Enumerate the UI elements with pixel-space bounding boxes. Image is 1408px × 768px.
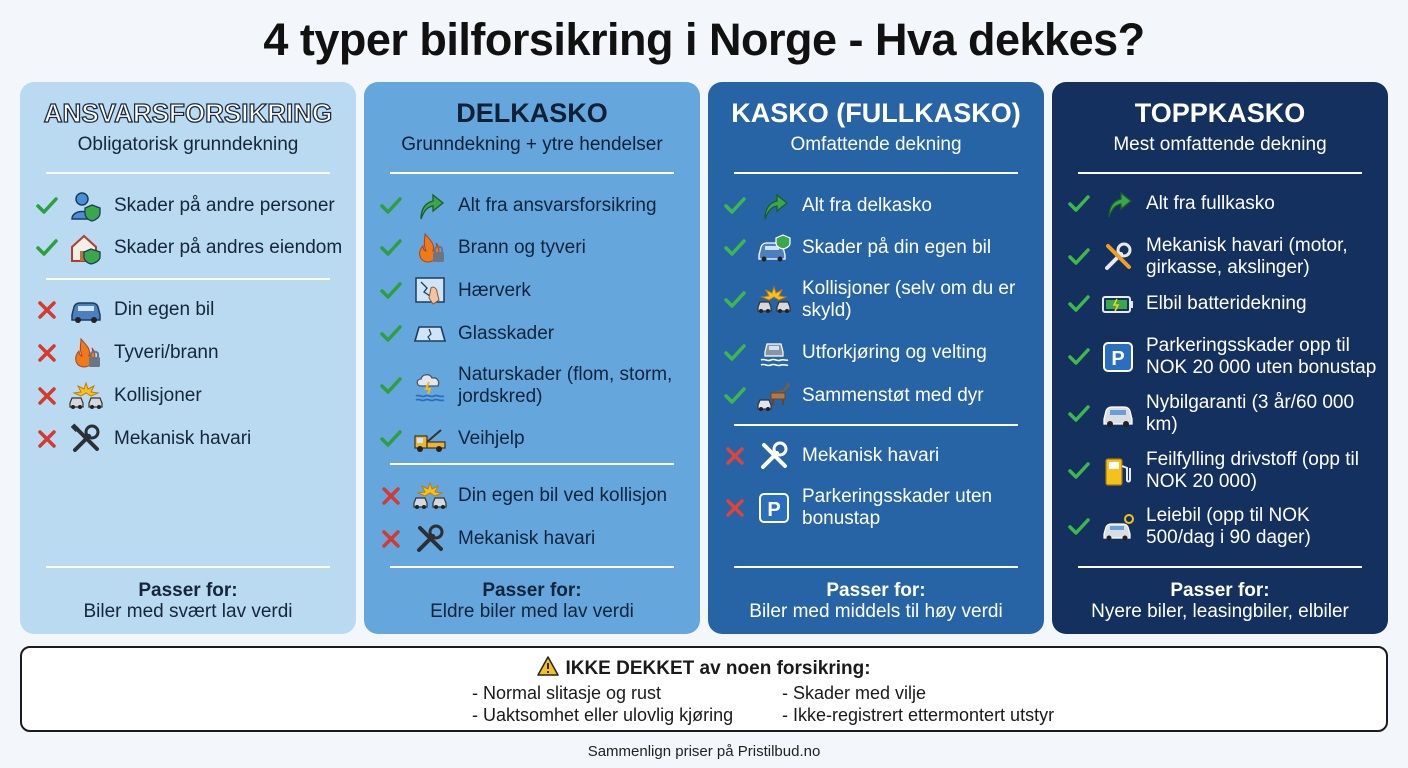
source-credit: Sammenlign priser på Pristilbud.no <box>587 743 821 760</box>
check-icon <box>34 235 60 261</box>
check-icon <box>378 278 404 304</box>
check-icon <box>378 373 404 399</box>
item-text: Tyveri/brann <box>114 342 219 363</box>
item-text: Sammenstøt med dyr <box>802 385 984 406</box>
check-icon <box>378 321 404 347</box>
suitable-text: Biler med middels til høy verdi <box>749 601 1003 622</box>
item-text: Hærverk <box>458 280 531 301</box>
not-covered-line: - Ikke-registrert ettermontert utstyr <box>782 705 1055 725</box>
svg-text:P: P <box>1111 348 1125 370</box>
item-text: Nybilgaranti (3 år/60 000 km) <box>1146 392 1355 435</box>
item-text: Veihjelp <box>458 428 525 449</box>
car-icon <box>1100 396 1136 432</box>
collision-icon <box>412 478 448 514</box>
covered-item <box>34 230 346 266</box>
item-text: Kollisjoner (selv om du er skyld) <box>802 278 1016 321</box>
item-text: Skader på din egen bil <box>802 237 992 258</box>
covered-item <box>378 188 690 224</box>
not-covered-item <box>34 335 346 371</box>
check-icon <box>1066 191 1092 217</box>
battery-icon <box>1100 286 1136 322</box>
not-covered-list-right <box>782 682 1054 726</box>
fire-lock-icon <box>68 335 104 371</box>
item-text: Kollisjoner <box>114 385 202 406</box>
item-text: Skader på andres eiendom <box>114 237 343 258</box>
animal-collision-icon <box>756 378 792 414</box>
suitable-label: Passer for: <box>826 580 926 601</box>
suitable-text: Nyere biler, leasingbiler, elbiler <box>1091 601 1349 622</box>
divider <box>46 278 330 280</box>
item-text: Brann og tyveri <box>458 237 586 258</box>
item-text: Mekanisk havari (motor, girkasse, akslinger) <box>1146 235 1348 278</box>
arrow-up-icon <box>1100 186 1136 222</box>
covered-item <box>722 335 1034 371</box>
covered-item <box>378 230 690 266</box>
divider <box>390 463 674 465</box>
divider <box>46 172 330 174</box>
panel-ansvarsforsikring <box>20 82 356 634</box>
panel-subheading: Obligatorisk grunndekning <box>77 134 299 155</box>
suitable-label: Passer for: <box>482 580 582 601</box>
covered-item <box>722 230 1034 266</box>
check-icon <box>1066 344 1092 370</box>
collision-icon <box>756 282 792 318</box>
check-icon <box>1066 291 1092 317</box>
divider <box>1078 172 1362 174</box>
covered-item <box>34 188 346 224</box>
covered-item <box>378 273 690 309</box>
covered-item <box>1066 286 1378 322</box>
item-text: Glasskader <box>458 323 555 344</box>
not-covered-item <box>378 521 690 557</box>
divider <box>390 566 674 568</box>
not-covered-list-left <box>472 682 733 726</box>
vandalism-icon <box>412 273 448 309</box>
not-covered-item <box>34 421 346 457</box>
panel-heading: ANSVARSFORSIKRING <box>43 98 333 128</box>
divider <box>734 172 1018 174</box>
check-icon <box>722 287 748 313</box>
covered-item <box>1066 235 1378 279</box>
skid-icon <box>756 335 792 371</box>
rental-car-icon <box>1100 509 1136 545</box>
not-covered-heading-row <box>22 656 1386 682</box>
cross-icon <box>34 340 60 366</box>
covered-item <box>1066 449 1378 493</box>
not-covered-box <box>20 646 1388 732</box>
check-icon <box>1066 514 1092 540</box>
arrow-up-icon <box>756 188 792 224</box>
tools-icon <box>412 521 448 557</box>
fire-lock-icon <box>412 230 448 266</box>
check-icon <box>378 193 404 219</box>
check-icon <box>1066 401 1092 427</box>
check-icon <box>378 426 404 452</box>
item-text: Alt fra delkasko <box>802 195 932 216</box>
storm-icon <box>412 368 448 404</box>
item-text: Mekanisk havari <box>802 445 940 466</box>
item-text: Mekanisk havari <box>458 528 596 549</box>
tow-truck-icon <box>412 421 448 457</box>
fuel-pump-icon <box>1100 453 1136 489</box>
item-text: Din egen bil ved kollisjon <box>458 485 668 506</box>
item-text: Parkeringsskader opp til NOK 20 000 uten bonustap <box>1146 335 1377 378</box>
cross-icon <box>34 426 60 452</box>
covered-item <box>1066 392 1378 436</box>
check-icon <box>722 193 748 219</box>
cross-icon <box>722 495 748 521</box>
item-text: Din egen bil <box>114 299 215 320</box>
car-shield-icon <box>756 230 792 266</box>
covered-item <box>378 421 690 457</box>
cross-icon <box>34 383 60 409</box>
panel-delkasko <box>364 82 700 634</box>
parking-icon <box>756 490 792 526</box>
panel-heading: TOPPKASKO <box>1134 98 1306 128</box>
house-shield-icon <box>68 230 104 266</box>
page-title: 4 typer bilforsikring i Norge - Hva dekkes? <box>263 14 1145 65</box>
not-covered-line: - Normal slitasje og rust <box>472 683 662 703</box>
cross-icon <box>378 526 404 552</box>
check-icon <box>722 383 748 409</box>
item-text: Leiebil (opp til NOK 500/dag i 90 dager) <box>1146 505 1311 548</box>
warning-icon <box>537 656 559 682</box>
not-covered-item <box>722 438 1034 474</box>
not-covered-item <box>34 292 346 328</box>
panel-toppkasko <box>1052 82 1388 634</box>
suitable-label: Passer for: <box>138 580 238 601</box>
check-icon <box>1066 458 1092 484</box>
divider <box>1078 566 1362 568</box>
covered-item <box>722 188 1034 224</box>
windshield-icon <box>412 316 448 352</box>
check-icon <box>722 235 748 261</box>
divider <box>734 566 1018 568</box>
suitable-text: Eldre biler med lav verdi <box>430 601 634 622</box>
person-shield-icon <box>68 188 104 224</box>
covered-item <box>1066 335 1378 379</box>
cross-icon <box>722 443 748 469</box>
divider <box>46 566 330 568</box>
not-covered-heading: IKKE DEKKET av noen forsikring: <box>565 658 871 679</box>
cross-icon <box>34 297 60 323</box>
tools-icon <box>68 421 104 457</box>
item-text: Feilfylling drivstoff (opp til NOK 20 000) <box>1146 449 1359 492</box>
tools-icon <box>1100 239 1136 275</box>
item-text: Naturskader (flom, storm, jordskred) <box>458 364 673 407</box>
panel-heading: KASKO (FULLKASKO) <box>731 98 1021 128</box>
arrow-up-icon <box>412 188 448 224</box>
svg-text:P: P <box>767 499 781 521</box>
check-icon <box>378 235 404 261</box>
suitable-text: Biler med svært lav verdi <box>83 601 293 622</box>
panel-heading: DELKASKO <box>456 98 608 128</box>
covered-item <box>378 364 690 408</box>
check-icon <box>34 193 60 219</box>
panel-subheading: Omfattende dekning <box>790 134 962 155</box>
check-icon <box>1066 244 1092 270</box>
tools-icon <box>756 438 792 474</box>
parking-icon <box>1100 339 1136 375</box>
check-icon <box>722 340 748 366</box>
covered-item <box>378 316 690 352</box>
panel-subheading: Mest omfattende dekning <box>1113 134 1327 155</box>
not-covered-line: - Skader med vilje <box>782 683 927 703</box>
covered-item <box>1066 186 1378 222</box>
car-icon <box>68 292 104 328</box>
cross-icon <box>378 483 404 509</box>
item-text: Parkeringsskader uten bonustap <box>802 486 993 529</box>
item-text: Elbil batteridekning <box>1146 293 1307 314</box>
divider <box>390 172 674 174</box>
divider <box>734 424 1018 426</box>
covered-item <box>1066 505 1378 549</box>
not-covered-line: - Uaktsomhet eller ulovlig kjøring <box>472 705 734 725</box>
item-text: Alt fra fullkasko <box>1146 193 1275 214</box>
not-covered-item <box>722 486 1034 530</box>
collision-icon <box>68 378 104 414</box>
covered-item <box>722 278 1034 322</box>
panel-kasko <box>708 82 1044 634</box>
panel-subheading: Grunndekning + ytre hendelser <box>401 134 663 155</box>
item-text: Mekanisk havari <box>114 428 252 449</box>
item-text: Utforkjøring og velting <box>802 342 987 363</box>
item-text: Skader på andre personer <box>114 195 335 216</box>
item-text: Alt fra ansvarsforsikring <box>458 195 657 216</box>
not-covered-item <box>378 478 690 514</box>
suitable-label: Passer for: <box>1170 580 1270 601</box>
not-covered-item <box>34 378 346 414</box>
covered-item <box>722 378 1034 414</box>
